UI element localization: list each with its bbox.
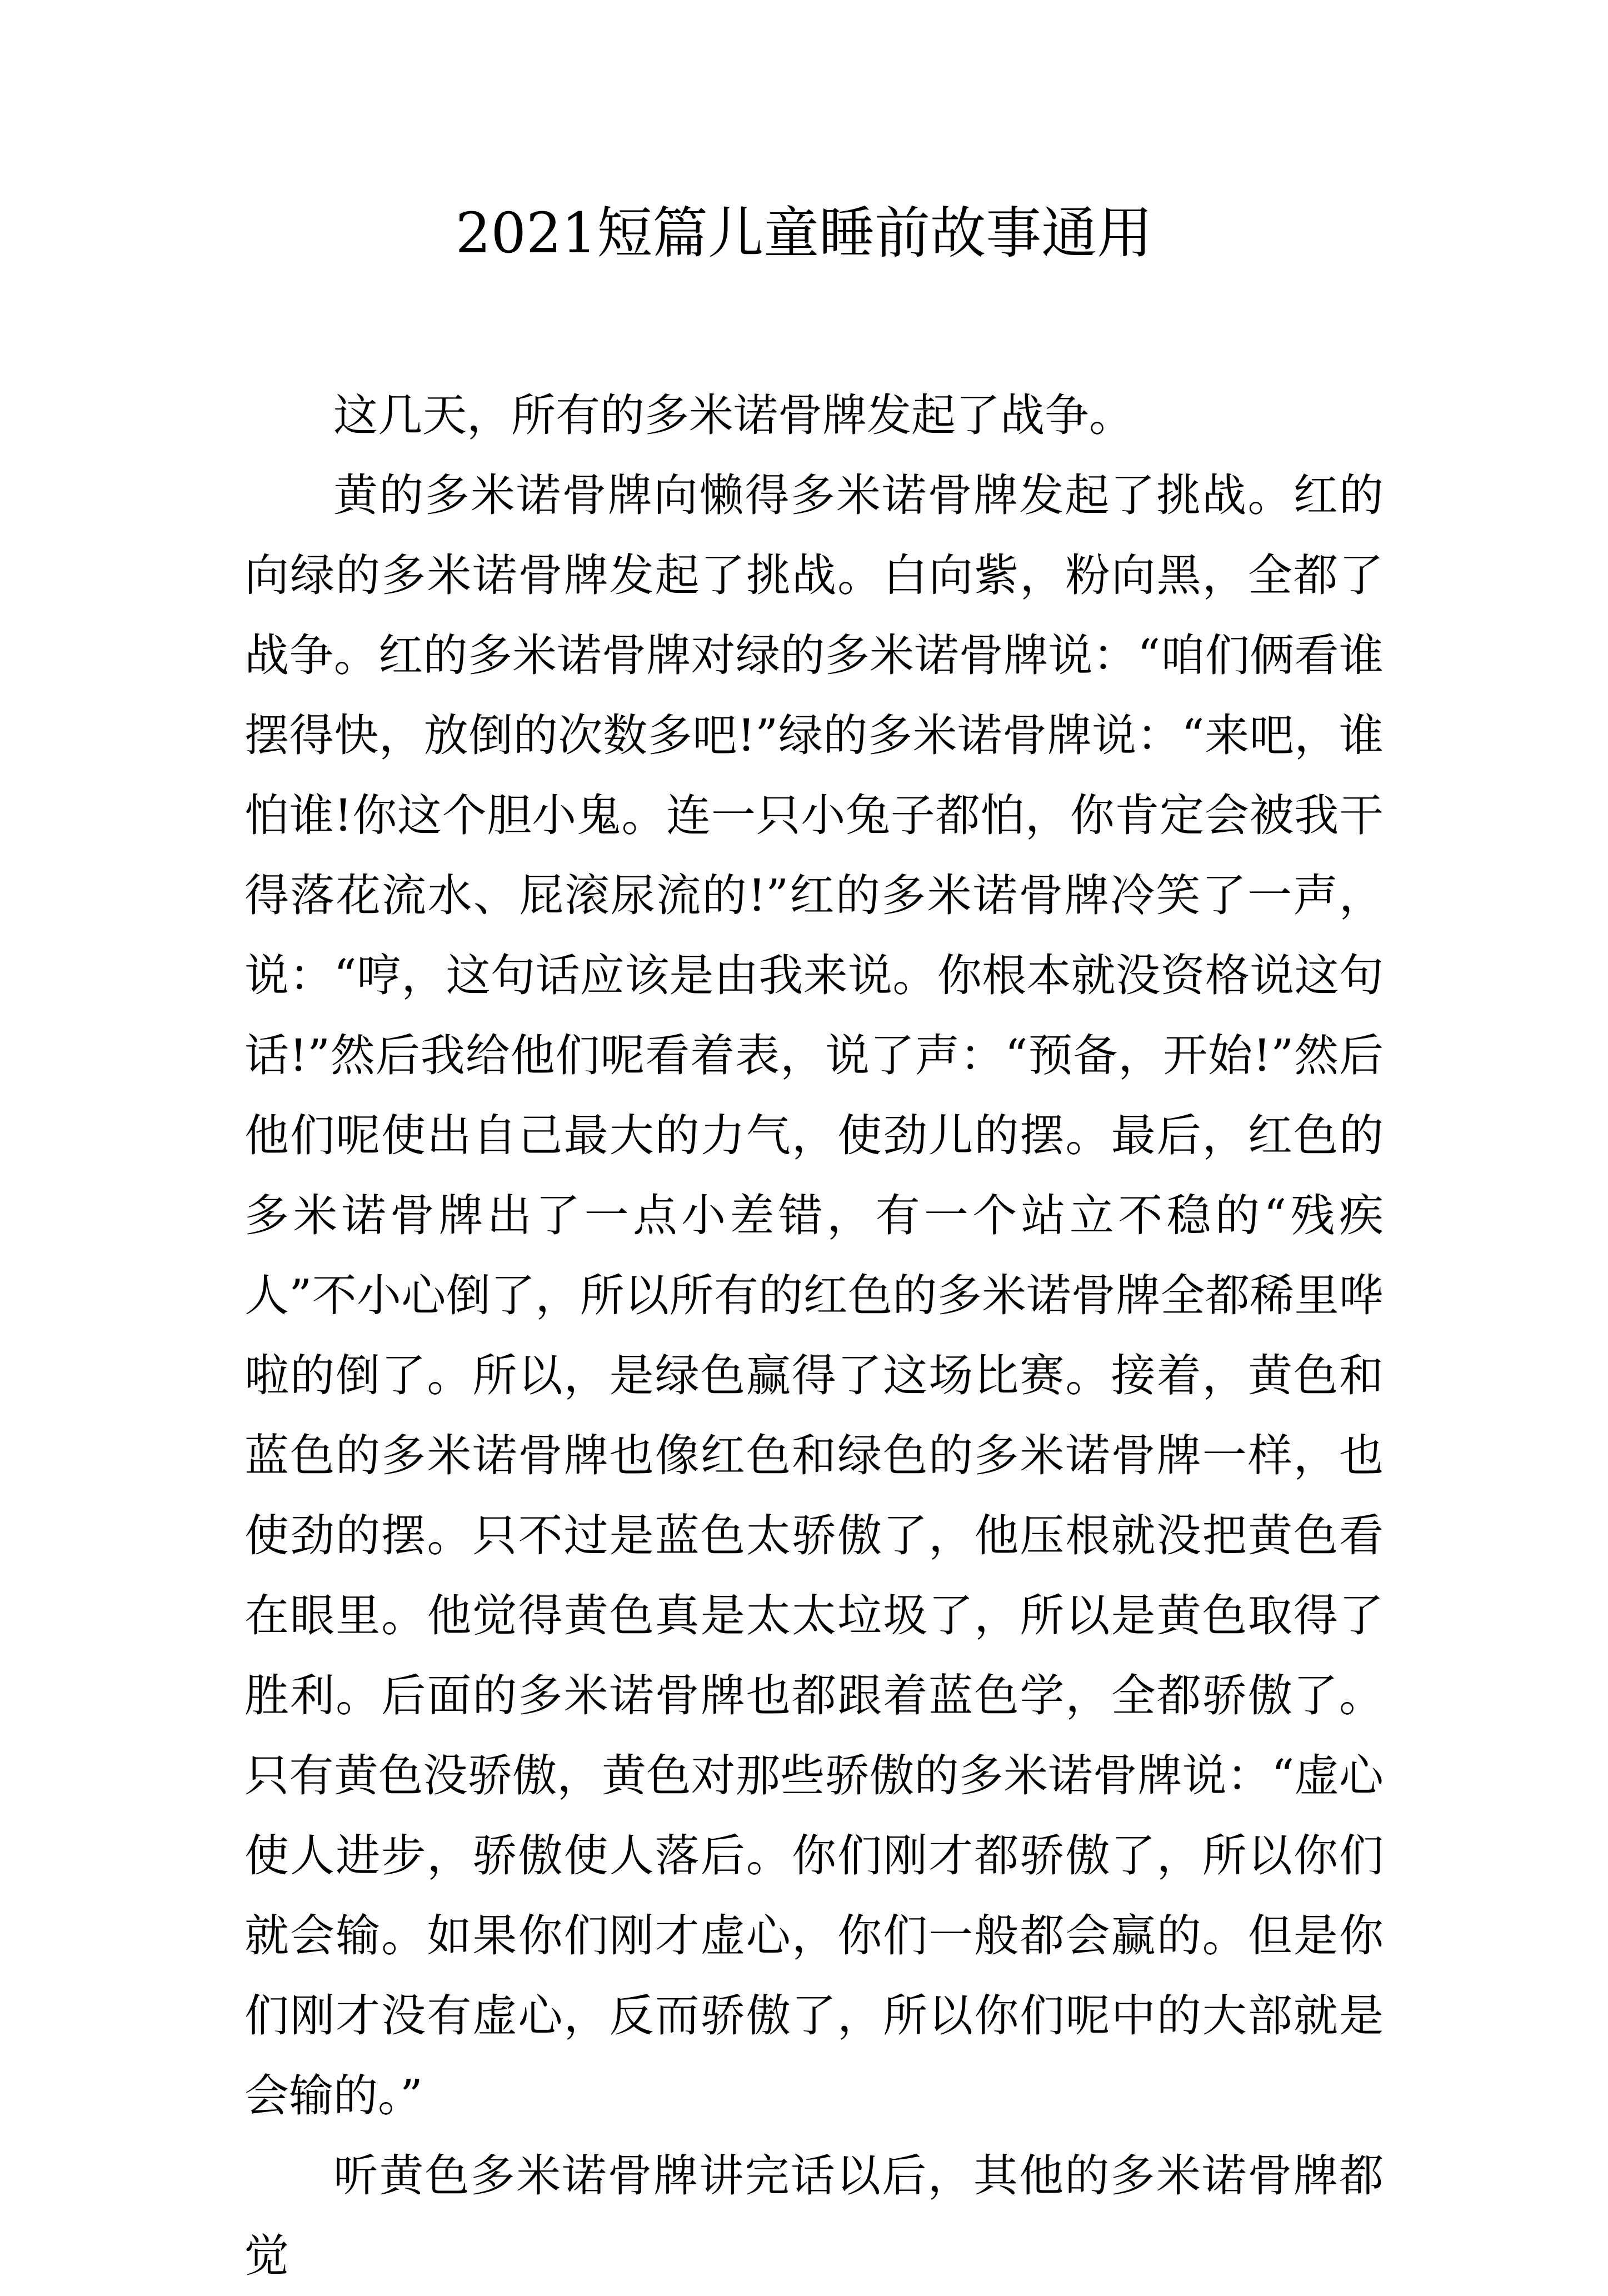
paragraph: 这几天，所有的多米诺骨牌发起了战争。 — [333, 390, 1133, 441]
paragraph: 黄的多米诺骨牌向懒得多米诺骨牌发起了挑战。红的向绿的多米诺骨牌发起了挑战。白向紫，粉向黑，全都了战争。红的多米诺骨牌对绿的多米诺骨牌说：“咱们俩看谁摆得快，放倒的次数多吧!”绿的多米诺骨牌说：“来吧，谁怕谁!你这个胆小鬼。连一只小兔子都怕，你肯定会被我干得落花流水、屁滚尿流的!”红的多米诺骨牌冷笑了一声，说：“哼，这句话应该是由我来说。你根本就没资格说这句话!”然后我给他们呢看着表，说了声：“预备，开始!”然后他们呢使出自己最大的力气，使劲儿的摆。最后，红色的多米诺骨牌出了一点小差错，有一个站立不稳的“残疾人”不小心倒了，所以所有的红色的多米诺骨牌全都稀里哗啦的倒了。所以，是绿色赢得了这场比赛。接着，黄色和蓝色的多米诺骨牌也像红色和绿色的多米诺骨牌一样，也使劲的摆。只不过是蓝色太骄傲了，他压根就没把黄色看在眼里。他觉得黄色真是太太垃圾了，所以是黄色取得了胜利。后面的多米诺骨牌也都跟着蓝色学，全都骄傲了。只有黄色没骄傲，黄色对那些骄傲的多米诺骨牌说：“虚心使人进步，骄傲使人落后。你们刚才都骄傲了，所以你们就会输。如果你们刚才虚心，你们一般都会赢的。但是你们刚才没有虚心，反而骄傲了，所以你们呢中的大部就是会输的。” — [244, 470, 1384, 2122]
document-body — [244, 376, 1384, 2296]
paragraph: 听黄色多米诺骨牌讲完话以后，其他的多米诺骨牌都觉 — [244, 2150, 1384, 2282]
document-title: 2021短篇儿童睡前故事通用 — [455, 201, 1153, 266]
